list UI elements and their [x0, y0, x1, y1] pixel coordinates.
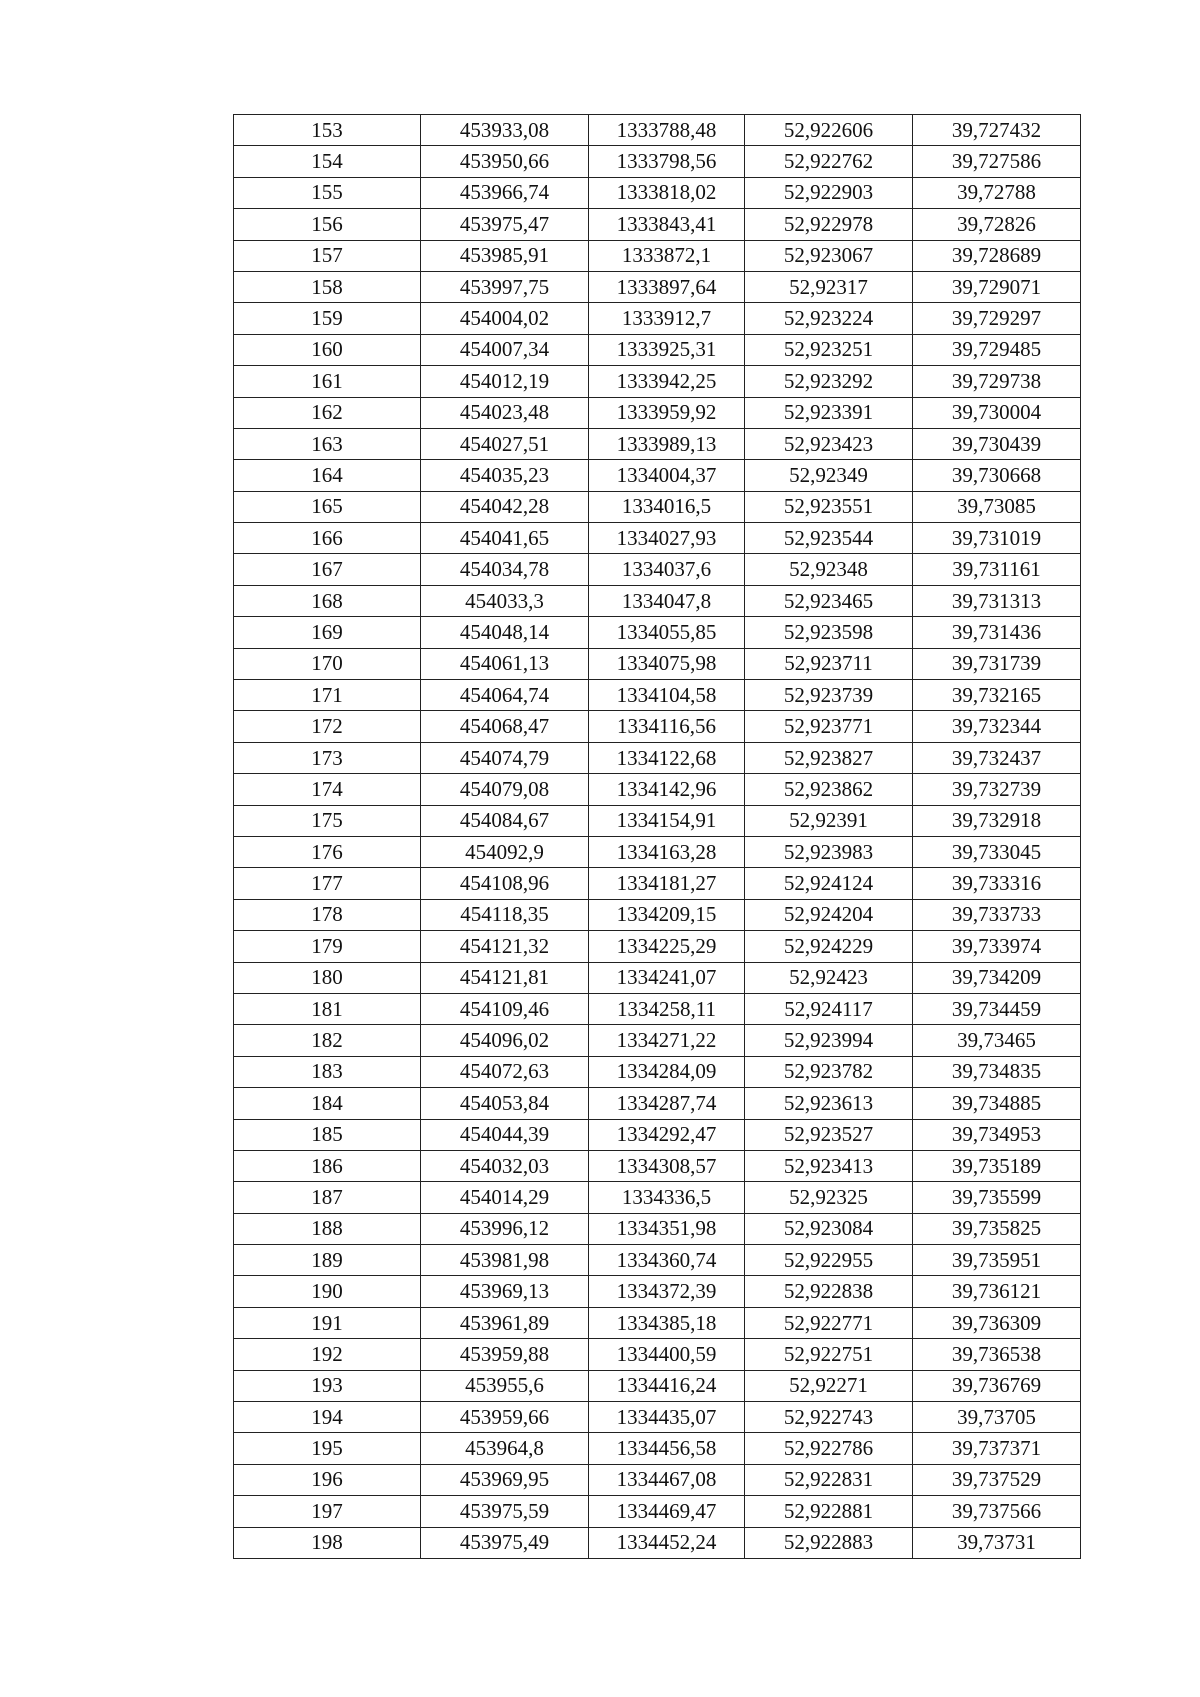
- latitude-cell: 52,92423: [745, 962, 913, 993]
- latitude-cell: 52,922771: [745, 1307, 913, 1338]
- point-number-cell: 154: [234, 146, 421, 177]
- longitude-cell: 39,735189: [913, 1150, 1081, 1181]
- table-row: [234, 334, 1081, 365]
- longitude-cell: 39,731436: [913, 617, 1081, 648]
- table-row: [234, 491, 1081, 522]
- longitude-cell: 39,733045: [913, 836, 1081, 867]
- longitude-cell: 39,737529: [913, 1464, 1081, 1495]
- point-number-cell: 160: [234, 334, 421, 365]
- y-coordinate-cell: 1334154,91: [589, 805, 745, 836]
- point-number-cell: 157: [234, 240, 421, 271]
- point-number-cell: 185: [234, 1119, 421, 1150]
- table-row: [234, 774, 1081, 805]
- latitude-cell: 52,92271: [745, 1370, 913, 1401]
- table-row: [234, 711, 1081, 742]
- table-row: [234, 177, 1081, 208]
- table-row: [234, 1213, 1081, 1244]
- table-row: [234, 1527, 1081, 1558]
- x-coordinate-cell: 453950,66: [421, 146, 589, 177]
- latitude-cell: 52,92325: [745, 1182, 913, 1213]
- point-number-cell: 162: [234, 397, 421, 428]
- point-number-cell: 190: [234, 1276, 421, 1307]
- latitude-cell: 52,922978: [745, 209, 913, 240]
- longitude-cell: 39,734209: [913, 962, 1081, 993]
- y-coordinate-cell: 1334047,8: [589, 585, 745, 616]
- y-coordinate-cell: 1334241,07: [589, 962, 745, 993]
- y-coordinate-cell: 1334336,5: [589, 1182, 745, 1213]
- point-number-cell: 179: [234, 931, 421, 962]
- longitude-cell: 39,73465: [913, 1025, 1081, 1056]
- point-number-cell: 186: [234, 1150, 421, 1181]
- latitude-cell: 52,923391: [745, 397, 913, 428]
- table-row: [234, 1464, 1081, 1495]
- latitude-cell: 52,923711: [745, 648, 913, 679]
- longitude-cell: 39,736538: [913, 1339, 1081, 1370]
- longitude-cell: 39,733316: [913, 868, 1081, 899]
- point-number-cell: 171: [234, 680, 421, 711]
- latitude-cell: 52,923827: [745, 742, 913, 773]
- y-coordinate-cell: 1334456,58: [589, 1433, 745, 1464]
- latitude-cell: 52,922743: [745, 1402, 913, 1433]
- y-coordinate-cell: 1333818,02: [589, 177, 745, 208]
- longitude-cell: 39,736309: [913, 1307, 1081, 1338]
- y-coordinate-cell: 1333925,31: [589, 334, 745, 365]
- x-coordinate-cell: 454121,32: [421, 931, 589, 962]
- y-coordinate-cell: 1334142,96: [589, 774, 745, 805]
- y-coordinate-cell: 1334163,28: [589, 836, 745, 867]
- y-coordinate-cell: 1334469,47: [589, 1496, 745, 1527]
- y-coordinate-cell: 1334287,74: [589, 1088, 745, 1119]
- table-row: [234, 523, 1081, 554]
- latitude-cell: 52,922751: [745, 1339, 913, 1370]
- point-number-cell: 159: [234, 303, 421, 334]
- point-number-cell: 168: [234, 585, 421, 616]
- latitude-cell: 52,923465: [745, 585, 913, 616]
- x-coordinate-cell: 454074,79: [421, 742, 589, 773]
- longitude-cell: 39,737371: [913, 1433, 1081, 1464]
- y-coordinate-cell: 1334258,11: [589, 993, 745, 1024]
- latitude-cell: 52,924204: [745, 899, 913, 930]
- table-row: [234, 742, 1081, 773]
- table-row: [234, 617, 1081, 648]
- table-row: [234, 1433, 1081, 1464]
- longitude-cell: 39,734885: [913, 1088, 1081, 1119]
- longitude-cell: 39,73731: [913, 1527, 1081, 1558]
- x-coordinate-cell: 454014,29: [421, 1182, 589, 1213]
- y-coordinate-cell: 1333897,64: [589, 271, 745, 302]
- point-number-cell: 177: [234, 868, 421, 899]
- latitude-cell: 52,923613: [745, 1088, 913, 1119]
- table-row: [234, 115, 1081, 146]
- latitude-cell: 52,923544: [745, 523, 913, 554]
- x-coordinate-cell: 453961,89: [421, 1307, 589, 1338]
- y-coordinate-cell: 1334284,09: [589, 1056, 745, 1087]
- y-coordinate-cell: 1334271,22: [589, 1025, 745, 1056]
- latitude-cell: 52,924229: [745, 931, 913, 962]
- x-coordinate-cell: 454032,03: [421, 1150, 589, 1181]
- point-number-cell: 169: [234, 617, 421, 648]
- longitude-cell: 39,731739: [913, 648, 1081, 679]
- point-number-cell: 172: [234, 711, 421, 742]
- point-number-cell: 173: [234, 742, 421, 773]
- x-coordinate-cell: 454033,3: [421, 585, 589, 616]
- y-coordinate-cell: 1334027,93: [589, 523, 745, 554]
- point-number-cell: 178: [234, 899, 421, 930]
- y-coordinate-cell: 1334360,74: [589, 1245, 745, 1276]
- table-row: [234, 1402, 1081, 1433]
- table-row: [234, 397, 1081, 428]
- longitude-cell: 39,72788: [913, 177, 1081, 208]
- table-row: [234, 303, 1081, 334]
- latitude-cell: 52,923423: [745, 428, 913, 459]
- longitude-cell: 39,734835: [913, 1056, 1081, 1087]
- y-coordinate-cell: 1334308,57: [589, 1150, 745, 1181]
- x-coordinate-cell: 454048,14: [421, 617, 589, 648]
- x-coordinate-cell: 454023,48: [421, 397, 589, 428]
- latitude-cell: 52,92349: [745, 460, 913, 491]
- point-number-cell: 165: [234, 491, 421, 522]
- table-row: [234, 1307, 1081, 1338]
- x-coordinate-cell: 454027,51: [421, 428, 589, 459]
- table-row: [234, 271, 1081, 302]
- y-coordinate-cell: 1334181,27: [589, 868, 745, 899]
- latitude-cell: 52,922762: [745, 146, 913, 177]
- y-coordinate-cell: 1334055,85: [589, 617, 745, 648]
- table-row: [234, 1025, 1081, 1056]
- point-number-cell: 170: [234, 648, 421, 679]
- y-coordinate-cell: 1334372,39: [589, 1276, 745, 1307]
- x-coordinate-cell: 454096,02: [421, 1025, 589, 1056]
- longitude-cell: 39,731161: [913, 554, 1081, 585]
- longitude-cell: 39,732437: [913, 742, 1081, 773]
- latitude-cell: 52,922883: [745, 1527, 913, 1558]
- longitude-cell: 39,733974: [913, 931, 1081, 962]
- longitude-cell: 39,734953: [913, 1119, 1081, 1150]
- y-coordinate-cell: 1334122,68: [589, 742, 745, 773]
- point-number-cell: 155: [234, 177, 421, 208]
- latitude-cell: 52,922838: [745, 1276, 913, 1307]
- latitude-cell: 52,923771: [745, 711, 913, 742]
- longitude-cell: 39,72826: [913, 209, 1081, 240]
- point-number-cell: 194: [234, 1402, 421, 1433]
- table-row: [234, 1276, 1081, 1307]
- longitude-cell: 39,729485: [913, 334, 1081, 365]
- longitude-cell: 39,729297: [913, 303, 1081, 334]
- longitude-cell: 39,732344: [913, 711, 1081, 742]
- longitude-cell: 39,73705: [913, 1402, 1081, 1433]
- coordinates-table-body: [234, 115, 1081, 1559]
- x-coordinate-cell: 453955,6: [421, 1370, 589, 1401]
- point-number-cell: 182: [234, 1025, 421, 1056]
- table-row: [234, 1119, 1081, 1150]
- x-coordinate-cell: 454064,74: [421, 680, 589, 711]
- table-row: [234, 1182, 1081, 1213]
- y-coordinate-cell: 1333788,48: [589, 115, 745, 146]
- point-number-cell: 181: [234, 993, 421, 1024]
- longitude-cell: 39,731019: [913, 523, 1081, 554]
- latitude-cell: 52,923598: [745, 617, 913, 648]
- longitude-cell: 39,73085: [913, 491, 1081, 522]
- x-coordinate-cell: 454053,84: [421, 1088, 589, 1119]
- latitude-cell: 52,922786: [745, 1433, 913, 1464]
- latitude-cell: 52,922903: [745, 177, 913, 208]
- longitude-cell: 39,735825: [913, 1213, 1081, 1244]
- latitude-cell: 52,923862: [745, 774, 913, 805]
- longitude-cell: 39,730439: [913, 428, 1081, 459]
- latitude-cell: 52,924117: [745, 993, 913, 1024]
- longitude-cell: 39,730668: [913, 460, 1081, 491]
- point-number-cell: 197: [234, 1496, 421, 1527]
- longitude-cell: 39,733733: [913, 899, 1081, 930]
- x-coordinate-cell: 453996,12: [421, 1213, 589, 1244]
- longitude-cell: 39,731313: [913, 585, 1081, 616]
- latitude-cell: 52,92391: [745, 805, 913, 836]
- table-row: [234, 899, 1081, 930]
- x-coordinate-cell: 454007,34: [421, 334, 589, 365]
- table-row: [234, 680, 1081, 711]
- table-row: [234, 1088, 1081, 1119]
- table-row: [234, 1370, 1081, 1401]
- y-coordinate-cell: 1334416,24: [589, 1370, 745, 1401]
- y-coordinate-cell: 1334225,29: [589, 931, 745, 962]
- latitude-cell: 52,923782: [745, 1056, 913, 1087]
- y-coordinate-cell: 1334116,56: [589, 711, 745, 742]
- latitude-cell: 52,923739: [745, 680, 913, 711]
- longitude-cell: 39,729738: [913, 366, 1081, 397]
- longitude-cell: 39,728689: [913, 240, 1081, 271]
- x-coordinate-cell: 454108,96: [421, 868, 589, 899]
- x-coordinate-cell: 454004,02: [421, 303, 589, 334]
- x-coordinate-cell: 454042,28: [421, 491, 589, 522]
- longitude-cell: 39,727586: [913, 146, 1081, 177]
- point-number-cell: 191: [234, 1307, 421, 1338]
- table-row: [234, 460, 1081, 491]
- longitude-cell: 39,736121: [913, 1276, 1081, 1307]
- latitude-cell: 52,92348: [745, 554, 913, 585]
- table-row: [234, 993, 1081, 1024]
- table-row: [234, 1245, 1081, 1276]
- point-number-cell: 153: [234, 115, 421, 146]
- latitude-cell: 52,923527: [745, 1119, 913, 1150]
- y-coordinate-cell: 1334075,98: [589, 648, 745, 679]
- table-row: [234, 428, 1081, 459]
- latitude-cell: 52,922881: [745, 1496, 913, 1527]
- table-row: [234, 962, 1081, 993]
- point-number-cell: 189: [234, 1245, 421, 1276]
- longitude-cell: 39,729071: [913, 271, 1081, 302]
- point-number-cell: 175: [234, 805, 421, 836]
- latitude-cell: 52,92317: [745, 271, 913, 302]
- point-number-cell: 187: [234, 1182, 421, 1213]
- latitude-cell: 52,923251: [745, 334, 913, 365]
- y-coordinate-cell: 1333872,1: [589, 240, 745, 271]
- point-number-cell: 188: [234, 1213, 421, 1244]
- y-coordinate-cell: 1334004,37: [589, 460, 745, 491]
- x-coordinate-cell: 454012,19: [421, 366, 589, 397]
- x-coordinate-cell: 454034,78: [421, 554, 589, 585]
- x-coordinate-cell: 454109,46: [421, 993, 589, 1024]
- point-number-cell: 195: [234, 1433, 421, 1464]
- point-number-cell: 198: [234, 1527, 421, 1558]
- x-coordinate-cell: 453975,59: [421, 1496, 589, 1527]
- x-coordinate-cell: 453966,74: [421, 177, 589, 208]
- x-coordinate-cell: 453985,91: [421, 240, 589, 271]
- y-coordinate-cell: 1333959,92: [589, 397, 745, 428]
- table-row: [234, 585, 1081, 616]
- x-coordinate-cell: 454084,67: [421, 805, 589, 836]
- y-coordinate-cell: 1334037,6: [589, 554, 745, 585]
- point-number-cell: 192: [234, 1339, 421, 1370]
- y-coordinate-cell: 1334435,07: [589, 1402, 745, 1433]
- table-row: [234, 554, 1081, 585]
- point-number-cell: 180: [234, 962, 421, 993]
- x-coordinate-cell: 453933,08: [421, 115, 589, 146]
- longitude-cell: 39,737566: [913, 1496, 1081, 1527]
- point-number-cell: 163: [234, 428, 421, 459]
- table-row: [234, 868, 1081, 899]
- x-coordinate-cell: 453964,8: [421, 1433, 589, 1464]
- x-coordinate-cell: 453975,49: [421, 1527, 589, 1558]
- table-row: [234, 1339, 1081, 1370]
- y-coordinate-cell: 1333912,7: [589, 303, 745, 334]
- longitude-cell: 39,734459: [913, 993, 1081, 1024]
- x-coordinate-cell: 453975,47: [421, 209, 589, 240]
- y-coordinate-cell: 1334467,08: [589, 1464, 745, 1495]
- y-coordinate-cell: 1334452,24: [589, 1527, 745, 1558]
- y-coordinate-cell: 1334292,47: [589, 1119, 745, 1150]
- latitude-cell: 52,923413: [745, 1150, 913, 1181]
- point-number-cell: 193: [234, 1370, 421, 1401]
- x-coordinate-cell: 454068,47: [421, 711, 589, 742]
- latitude-cell: 52,923067: [745, 240, 913, 271]
- x-coordinate-cell: 453997,75: [421, 271, 589, 302]
- table-row: [234, 805, 1081, 836]
- x-coordinate-cell: 454044,39: [421, 1119, 589, 1150]
- longitude-cell: 39,735599: [913, 1182, 1081, 1213]
- table-row: [234, 366, 1081, 397]
- table-row: [234, 836, 1081, 867]
- longitude-cell: 39,735951: [913, 1245, 1081, 1276]
- point-number-cell: 196: [234, 1464, 421, 1495]
- table-row: [234, 146, 1081, 177]
- table-row: [234, 1496, 1081, 1527]
- x-coordinate-cell: 454041,65: [421, 523, 589, 554]
- y-coordinate-cell: 1333989,13: [589, 428, 745, 459]
- y-coordinate-cell: 1334104,58: [589, 680, 745, 711]
- point-number-cell: 164: [234, 460, 421, 491]
- x-coordinate-cell: 454079,08: [421, 774, 589, 805]
- latitude-cell: 52,922606: [745, 115, 913, 146]
- latitude-cell: 52,922831: [745, 1464, 913, 1495]
- point-number-cell: 156: [234, 209, 421, 240]
- longitude-cell: 39,736769: [913, 1370, 1081, 1401]
- point-number-cell: 167: [234, 554, 421, 585]
- x-coordinate-cell: 453969,13: [421, 1276, 589, 1307]
- latitude-cell: 52,922955: [745, 1245, 913, 1276]
- longitude-cell: 39,732918: [913, 805, 1081, 836]
- longitude-cell: 39,732739: [913, 774, 1081, 805]
- y-coordinate-cell: 1334385,18: [589, 1307, 745, 1338]
- latitude-cell: 52,923224: [745, 303, 913, 334]
- y-coordinate-cell: 1334209,15: [589, 899, 745, 930]
- y-coordinate-cell: 1333942,25: [589, 366, 745, 397]
- table-row: [234, 209, 1081, 240]
- point-number-cell: 161: [234, 366, 421, 397]
- point-number-cell: 174: [234, 774, 421, 805]
- table-row: [234, 1150, 1081, 1181]
- table-row: [234, 240, 1081, 271]
- x-coordinate-cell: 453969,95: [421, 1464, 589, 1495]
- x-coordinate-cell: 453959,66: [421, 1402, 589, 1433]
- y-coordinate-cell: 1334400,59: [589, 1339, 745, 1370]
- point-number-cell: 176: [234, 836, 421, 867]
- point-number-cell: 184: [234, 1088, 421, 1119]
- x-coordinate-cell: 454061,13: [421, 648, 589, 679]
- x-coordinate-cell: 454121,81: [421, 962, 589, 993]
- x-coordinate-cell: 454072,63: [421, 1056, 589, 1087]
- x-coordinate-cell: 453959,88: [421, 1339, 589, 1370]
- coordinates-table: [233, 114, 1081, 1559]
- x-coordinate-cell: 454035,23: [421, 460, 589, 491]
- point-number-cell: 166: [234, 523, 421, 554]
- point-number-cell: 158: [234, 271, 421, 302]
- longitude-cell: 39,730004: [913, 397, 1081, 428]
- y-coordinate-cell: 1333798,56: [589, 146, 745, 177]
- longitude-cell: 39,732165: [913, 680, 1081, 711]
- latitude-cell: 52,923292: [745, 366, 913, 397]
- table-row: [234, 1056, 1081, 1087]
- y-coordinate-cell: 1333843,41: [589, 209, 745, 240]
- y-coordinate-cell: 1334016,5: [589, 491, 745, 522]
- x-coordinate-cell: 454118,35: [421, 899, 589, 930]
- x-coordinate-cell: 453981,98: [421, 1245, 589, 1276]
- y-coordinate-cell: 1334351,98: [589, 1213, 745, 1244]
- latitude-cell: 52,923983: [745, 836, 913, 867]
- longitude-cell: 39,727432: [913, 115, 1081, 146]
- latitude-cell: 52,924124: [745, 868, 913, 899]
- latitude-cell: 52,923994: [745, 1025, 913, 1056]
- table-row: [234, 931, 1081, 962]
- latitude-cell: 52,923084: [745, 1213, 913, 1244]
- point-number-cell: 183: [234, 1056, 421, 1087]
- table-row: [234, 648, 1081, 679]
- x-coordinate-cell: 454092,9: [421, 836, 589, 867]
- latitude-cell: 52,923551: [745, 491, 913, 522]
